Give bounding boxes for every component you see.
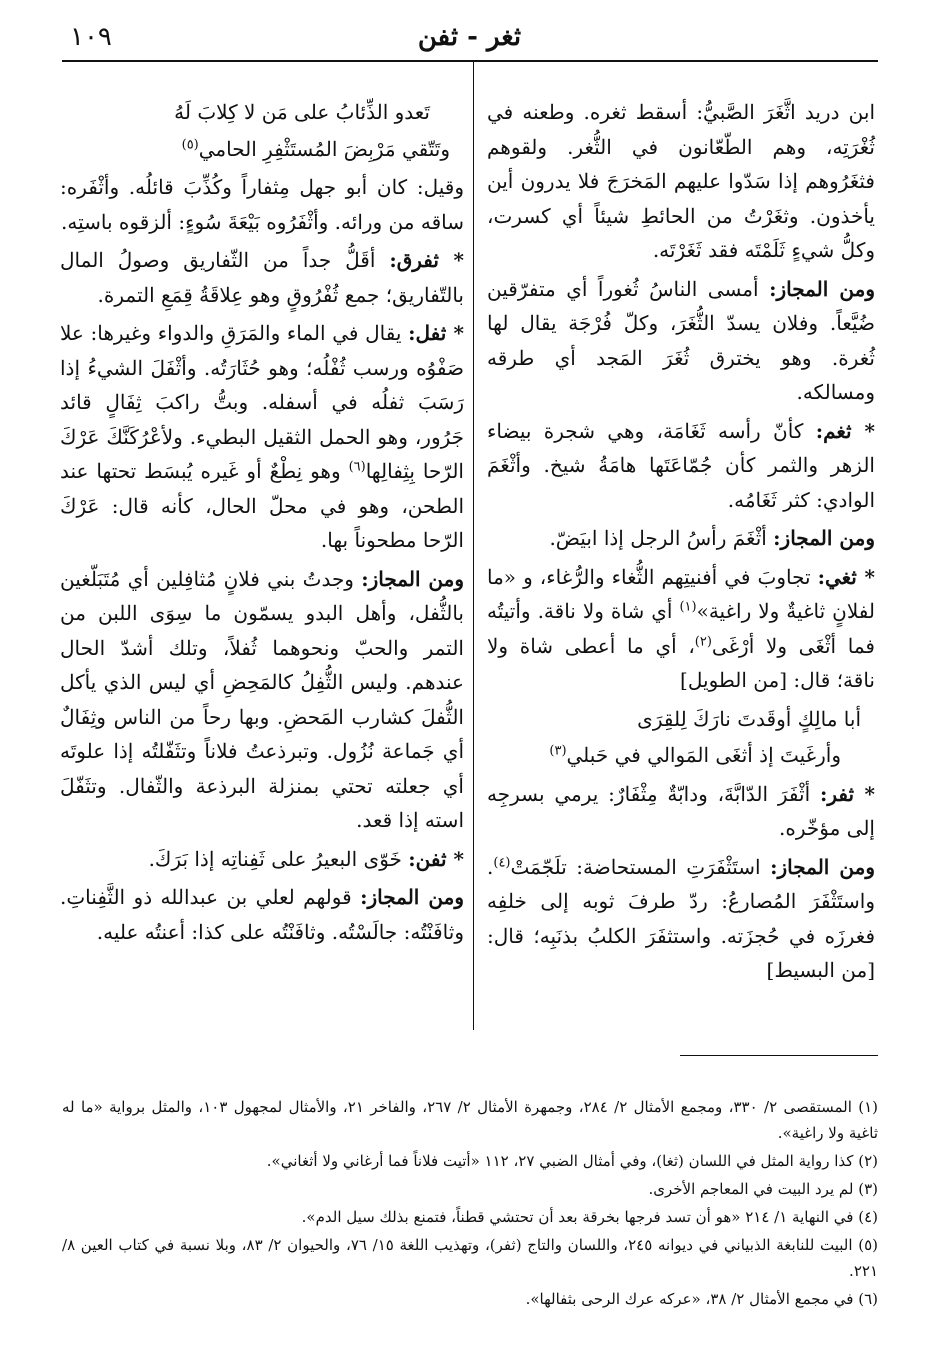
headword-label: * ثفرق: (389, 248, 464, 272)
entry-paragraph (487, 521, 875, 556)
entry-text: يقال في الماء والمَرَقِ والدواء وغيرها: علا صَفْوُه ورسب ثُفْلُه؛ وهو حُثَارَتُه. وأثْفَلَ الشيءُ إذا رَسَبَ ثفلُه في أسفله. وبتُّ راكبَ ثِفَالٍ قائد جَرُور، وهو الحمل الثقيل البطيء. ولأعْرُكَنَّكَ عَرْكَ الرّحا بِثِفالِها (60, 321, 464, 483)
entry-text: كأنّ رأسه ثَغَامَة، وهي شجرة بيضاء الزهر والثمر كأن جُمّاعَتَها هامَةُ شيخ. وأثْغَمَ الوادي: كثر ثَغَامُه. (487, 418, 875, 512)
entry-paragraph (487, 850, 875, 988)
headword-label: * ثغي: (817, 564, 875, 589)
right-column (487, 95, 875, 992)
footnote-ref: (٣) (549, 743, 567, 759)
entry-label: ومن المجاز: (773, 526, 875, 550)
footnote: (٦) في مجمع الأمثال ٢/ ٣٨، «عركه عرك الرحى بثفالها». (525, 1290, 878, 1308)
entry-text: أي شاة ولا ناقة. وأتيتُه فما أثْغَى ولا أرْغَى (487, 599, 875, 658)
verse-line (60, 132, 464, 167)
page-header (60, 22, 879, 62)
entry-text: . واستَثْفَرَ المُصارعُ: ردّ طرفَ ثوبه إلى خلفِه فغرزَه في حُجزَته. واستثفَرَ الكلبُ بذنَبِه؛ قال: [من البسيط] (487, 854, 875, 982)
footnote-ref: (٦) (348, 459, 366, 475)
entry-label: ومن المجاز: (770, 854, 876, 879)
entry-paragraph (60, 316, 464, 558)
left-column (60, 95, 464, 953)
entry-text: ابن دريد اثَّغَرَ الصَّبيُّ: أسقط ثغره. وطعنه في ثُغْرَتِه، وهم الطّعّانون في الثُّغر. ولقوهم فثغَرُوهم إذا سَدّوا عليهم المَخرَجَ فلا يدرون أين يأخذون. وثغَرْتُ من الحائطِ شيئاً أي كسرت، وكلُّ شيءٍ ثَلَمْتَه فقد ثَغَرْتَه. (487, 100, 875, 262)
entry-label: ومن المجاز: (361, 566, 464, 591)
footnote: (٥) البيت للنابغة الذبياني في ديوانه ٢٤٥، واللسان والتاج (ثفر)، وتهذيب اللغة ١٥/ ٧٦، والحيوان ٢/ ٨٣، وبلا نسبة في كتاب العين ٨/ ٢٢١. (62, 1236, 879, 1280)
entry-label: ومن المجاز: (769, 276, 875, 301)
entry-text: وجدتُ بني فلانٍ مُثافِلين أي مُتَبَلّغين بالثُّفل، وأهل البدو يسمّون ما سِوَى اللبن من التمر والحبّ ونحوهما ثُفلاً، وتلك أشدّ الحال عندهم. وليس الثُّفِلُ كالمَحِضِ أي ليس الذي يأكل الثُّفلَ كشارب المَحضِ. وبها رحاً من الناس وثِفَالٌ أي جَماعة نُزُول. وتبرذعتُ فلاناً وتثَفّلتُه إذا علوتَه أي جعلته تحتي بمنزلة البرذعة والثّفال. وتثَفّلَ استه إذا قعد. (60, 566, 464, 832)
footnote-ref: (٥) (181, 136, 199, 152)
headword-label: * ثغم: (815, 418, 876, 443)
footnote: (٣) لم يرد البيت في المعاجم الأخرى. (648, 1180, 878, 1198)
verse-block (487, 702, 875, 773)
footnote: (٤) في النهاية ١/ ٢١٤ «هو أن تسد فرجها بخرقة بعد أن تحتشي قطناً، فتمنع بذلك سيل الدم». (301, 1208, 878, 1226)
verse-block (60, 95, 464, 166)
entry-text: أثْغَمَ رأسُ الرجل إذا ابيَضّ. (549, 526, 767, 550)
entry-text: تجاوبَ في أفنيتِهم الثُّغاء والرُّغاء، و «ما لفلانٍ ثاغيةٌ ولا راغية» (487, 564, 876, 623)
entry-paragraph (60, 170, 464, 239)
verse-text: وتَتّقي مَرْبِضَ المُستَثْفِرِ الحامي (198, 136, 450, 161)
verse-line: تَعدو الذِّئابُ على مَن لا كِلابَ لَهُ (174, 100, 430, 124)
entry-text: وقيل: كان أبو جهل مِثفاراً وكُذِّبَ قائلُه. وأثْفَره: ساقه من ورائه. وأثْفَرُوه بَيْعَةَ سُوءٍ: ألزقوه باستِه. (60, 175, 464, 234)
page-number: ١٠٩ (70, 22, 112, 52)
entry-paragraph (487, 272, 875, 410)
entry-text: أمسى الناسُ ثُغوراً أي متفرّقين ضُيَّعاً. وفلان يسدّ الثُّغَرَ، وكلّ فُرْجَة يقال لها ثُغرة. وهو يخترق ثُغَرَ المَجد أي طرقه ومسالكه. (487, 276, 875, 404)
entry-paragraph (60, 243, 464, 312)
footnote-ref: (١) (679, 599, 697, 615)
entry-text: قولهم لعلي بن عبدالله ذو الثَّفِناتِ. وثافَنْتُه: جالَسْتُه. وثافَنْتُه على كذا: أعنتُه عليه. (60, 885, 464, 944)
headword-label: * ثفل: (408, 321, 465, 345)
footnote: (٢) كذا رواية المثل في اللسان (ثغا)، وفي أمثال الضبي ٢٧، ١١٢ «أتيت فلاناً فما أرغاني ولا أثغاني». (266, 1152, 878, 1170)
entry-paragraph (60, 880, 464, 949)
entry-paragraph (487, 560, 875, 698)
headword-label: * ثفر: (820, 781, 876, 806)
entry-text: خَوّى البعيرُ على ثَفِناتِه إذا بَرَكَ. (148, 846, 402, 871)
footnote-rule (680, 1055, 878, 1056)
entry-text: ، أي ما أعطى شاة ولا ناقة؛ قال: [من الطويل] (487, 633, 875, 692)
running-head: ثغر - ثفن (417, 22, 522, 52)
footnotes (62, 1094, 878, 1314)
entry-text: أقَلُّ جداً من الثّفاريق وصولُ المال بالتّفاريق؛ جمع ثُفْرُوقٍ وهو عِلاقَةُ قِمَعِ التمرة. (60, 248, 464, 307)
headword-label: * ثفن: (408, 846, 464, 871)
entry-paragraph (487, 95, 875, 268)
header-rule (62, 60, 878, 62)
entry-paragraph (487, 777, 875, 846)
footnote: (١) المستقصى ٢/ ٣٣٠، ومجمع الأمثال ٢/ ٢٨٤، وجمهرة الأمثال ٢/ ٢٦٧، والفاخر ٢١، والأمثال لمجهول ١٠٣، والمثل برواية «ما له ثاغية ولا راغية». (62, 1098, 878, 1142)
verse-text: وأرغَيتَ إذ أثغَى المَوالي في حَبلي (566, 743, 841, 767)
verse-line: أبا مالِكٍ أوقَدتَ نارَكَ لِلقِرَى (637, 706, 861, 731)
entry-paragraph (487, 414, 875, 518)
entry-paragraph (60, 562, 464, 838)
entry-text: أثْفَرَ الدّابَّةَ، ودابّةٌ مِثْفَارٌ: يرمي بسرجِه إلى مؤخّره. (487, 781, 875, 840)
entry-paragraph (60, 842, 464, 877)
entry-text: وهو نِطْعٌ أو غَيره يُبسَط تحتها عند الطحن، وهو في محلّ الحال، كأنه قال: عَرْكَ الرّحا مطحوناً بها. (60, 459, 464, 552)
verse-line (487, 738, 875, 773)
entry-text: استَثْفَرَتِ المستحاضة: تلَجّمَتْ (510, 854, 761, 879)
footnote-ref: (٢) (694, 633, 712, 649)
entry-label: ومن المجاز: (360, 885, 464, 909)
column-divider (473, 62, 474, 1030)
footnote-ref: (٤) (493, 854, 511, 870)
